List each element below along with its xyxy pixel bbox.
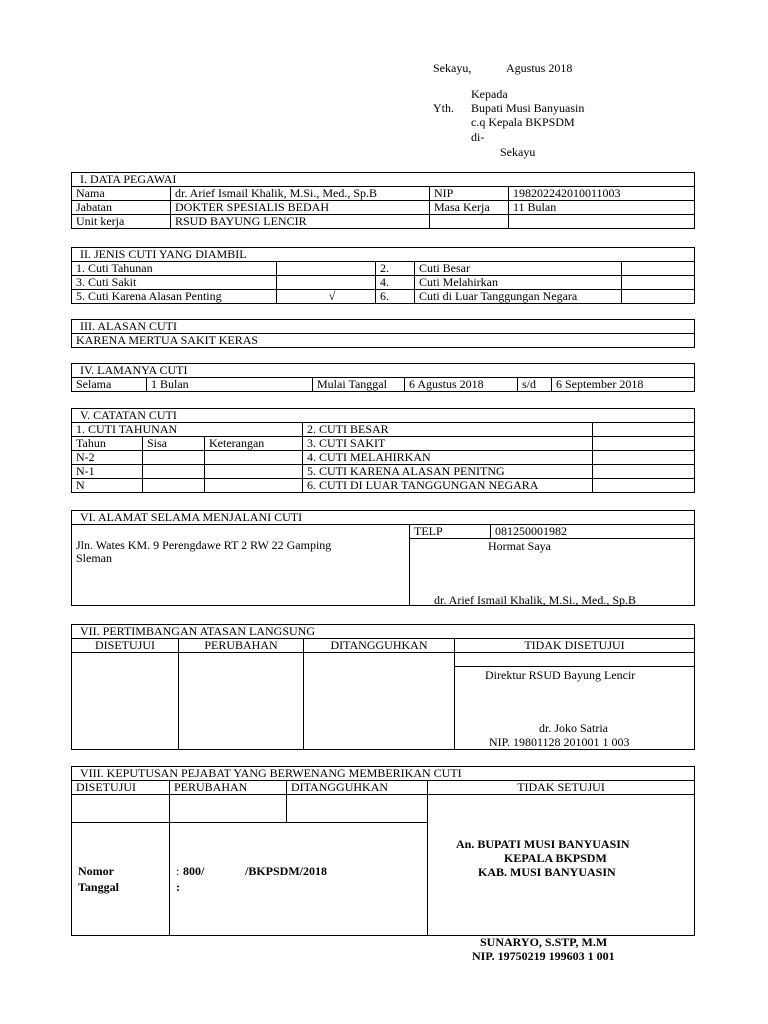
section-catatan-cuti [71, 408, 695, 493]
empty-cell [205, 479, 303, 493]
empty-cell [287, 795, 428, 823]
selama-label: Selama [72, 378, 147, 392]
official-name: SUNARYO, S.STP, M.M [480, 935, 608, 949]
kepada-label: Kepada [471, 87, 508, 101]
cuti-besar-label: 2. CUTI BESAR [303, 423, 593, 437]
empty-cell [593, 479, 695, 493]
empty-cell [622, 276, 695, 290]
empty-cell [622, 262, 695, 276]
col-disetujui: DISETUJUI [72, 639, 179, 653]
col-keterangan: Keterangan [205, 437, 303, 451]
an-bupati: An. BUPATI MUSI BANYUASIN [456, 837, 630, 851]
unit-kerja-value: RSUD BAYUNG LENCIR [171, 215, 430, 229]
col-ditangguhkan: DITANGGUHKAN [304, 639, 455, 653]
col-perubahan: PERUBAHAN [170, 781, 287, 795]
cuti-besar-option: Cuti Besar [415, 262, 622, 276]
cuti-melahirkan-label: 4. CUTI MELAHIRKAN [303, 451, 593, 465]
empty-cell [593, 423, 695, 437]
telp-label: TELP [410, 525, 491, 539]
official-nip: NIP. 19750219 199603 1 001 [472, 949, 615, 963]
section-title: VI. ALAMAT SELAMA MENJALANI CUTI [72, 511, 695, 525]
section-title: I. DATA PEGAWAI [72, 173, 695, 187]
month-year: Agustus 2018 [506, 61, 573, 75]
empty-cell [430, 215, 509, 229]
supervisor-name: dr. Joko Satria [539, 721, 608, 735]
mulai-tanggal-value: 6 Agustus 2018 [405, 378, 518, 392]
empty-cell [143, 451, 205, 465]
option-number: 2. [376, 262, 415, 276]
section-lamanya-cuti [71, 363, 695, 392]
alasan-value: KARENA MERTUA SAKIT KERAS [72, 334, 695, 348]
empty-cell [593, 437, 695, 451]
official-signature-cell [428, 795, 695, 963]
applicant-signature-cell [410, 539, 695, 606]
tanggal-colon: : [176, 880, 180, 894]
supervisor-signature-cell [455, 667, 695, 750]
selama-value: 1 Bulan [147, 378, 313, 392]
column-divider [169, 795, 170, 935]
hormat-saya: Hormat Saya [488, 539, 551, 553]
section-keputusan-pejabat [71, 766, 695, 963]
cuti-tahunan-label: 1. CUTI TAHUNAN [72, 423, 303, 437]
nip-value: 198202242010011003 [509, 187, 695, 201]
check-mark-icon: √ [277, 290, 376, 304]
empty-cell [304, 653, 455, 750]
nama-label: Nama [72, 187, 171, 201]
empty-cell [593, 451, 695, 465]
section-title: VII. PERTIMBANGAN ATASAN LANGSUNG [72, 625, 695, 639]
nomor-tanggal-cell [72, 823, 428, 936]
year-n1: N-1 [72, 465, 143, 479]
cuti-sakit-label: 3. CUTI SAKIT [303, 437, 593, 451]
tanggal-label: Tanggal [78, 880, 119, 894]
cuti-luar-tanggungan-option: Cuti di Luar Tanggungan Negara [415, 290, 622, 304]
empty-cell [170, 795, 287, 823]
col-perubahan: PERUBAHAN [179, 639, 304, 653]
col-tidak-setujui: TIDAK SETUJUI [428, 781, 695, 795]
jabatan-value: DOKTER SPESIALIS BEDAH [171, 201, 430, 215]
recipient-line-1: Bupati Musi Banyuasin [471, 101, 585, 115]
address-cell [72, 539, 410, 606]
section-jenis-cuti [71, 247, 695, 304]
empty-cell [205, 451, 303, 465]
section-alamat-cuti [71, 510, 695, 606]
option-number: 4. [376, 276, 415, 290]
section-title: IV. LAMANYA CUTI [72, 364, 695, 378]
empty-cell [622, 290, 695, 304]
nomor-colon: : [176, 864, 180, 878]
cuti-sakit-option: 3. Cuti Sakit [72, 276, 277, 290]
nomor-suffix: /BKPSDM/2018 [245, 864, 328, 878]
unit-kerja-label: Unit kerja [72, 215, 171, 229]
col-disetujui: DISETUJUI [72, 781, 170, 795]
place-date: Sekayu, [433, 61, 472, 75]
empty-cell [143, 479, 205, 493]
year-n: N [72, 479, 143, 493]
empty-cell [179, 653, 304, 750]
sampai-tanggal-value: 6 September 2018 [552, 378, 695, 392]
nama-value: dr. Arief Ismail Khalik, M.Si., Med., Sp.B [171, 187, 430, 201]
direktur-title: Direktur RSUD Bayung Lencir [485, 668, 636, 682]
empty-cell [143, 465, 205, 479]
address-line-2: Sleman [76, 550, 112, 565]
empty-cell [593, 465, 695, 479]
empty-cell [455, 653, 695, 667]
empty-cell [72, 653, 179, 750]
section-title: III. ALASAN CUTI [72, 320, 695, 334]
col-tidak-disetujui: TIDAK DISETUJUI [455, 639, 695, 653]
sd-label: s/d [518, 378, 552, 392]
jabatan-label: Jabatan [72, 201, 171, 215]
address-line-1: Jln. Wates KM. 9 Perengdawe RT 2 RW 22 Gamping [76, 537, 332, 552]
year-n2: N-2 [72, 451, 143, 465]
empty-cell [277, 276, 376, 290]
col-ditangguhkan: DITANGGUHKAN [287, 781, 428, 795]
supervisor-nip: NIP. 19801128 201001 1 003 [489, 735, 630, 749]
section-data-pegawai [71, 172, 695, 229]
col-sisa: Sisa [143, 437, 205, 451]
empty-cell [72, 795, 170, 823]
cuti-melahirkan-option: Cuti Melahirkan [415, 276, 622, 290]
nip-label: NIP [430, 187, 509, 201]
recipient-line-3: di- [471, 130, 485, 144]
applicant-name: dr. Arief Ismail Khalik, M.Si., Med., Sp.B [434, 593, 636, 607]
recipient-line-2: c.q Kepala BKPSDM [471, 115, 575, 129]
cuti-alasan-penting-option: 5. Cuti Karena Alasan Penting [72, 290, 277, 304]
yth-label: Yth. [433, 101, 454, 115]
nomor-value: 800/ [183, 864, 205, 878]
recipient-line-4: Sekayu [500, 145, 536, 159]
empty-cell [205, 465, 303, 479]
cuti-alasan-label: 5. CUTI KARENA ALASAN PENITNG [303, 465, 593, 479]
cuti-tahunan-option: 1. Cuti Tahunan [72, 262, 277, 276]
section-title: V. CATATAN CUTI [72, 409, 695, 423]
empty-cell [509, 215, 695, 229]
telp-value: 081250001982 [491, 525, 695, 539]
empty-cell [72, 525, 410, 539]
option-number: 6. [376, 290, 415, 304]
kab-musi-banyuasin: KAB. MUSI BANYUASIN [478, 865, 616, 879]
section-title: VIII. KEPUTUSAN PEJABAT YANG BERWENANG MEMBERIKAN CUTI [72, 767, 695, 781]
nomor-label: Nomor [78, 864, 114, 878]
section-title: II. JENIS CUTI YANG DIAMBIL [72, 248, 695, 262]
kepala-bkpsdm: KEPALA BKPSDM [504, 851, 607, 865]
col-tahun: Tahun [72, 437, 143, 451]
cuti-luar-label: 6. CUTI DI LUAR TANGGUNGAN NEGARA [303, 479, 593, 493]
masa-kerja-value: 11 Bulan [509, 201, 695, 215]
empty-cell [277, 262, 376, 276]
mulai-tanggal-label: Mulai Tanggal [313, 378, 405, 392]
masa-kerja-label: Masa Kerja [430, 201, 509, 215]
section-alasan-cuti [71, 319, 695, 348]
section-pertimbangan-atasan [71, 624, 695, 750]
